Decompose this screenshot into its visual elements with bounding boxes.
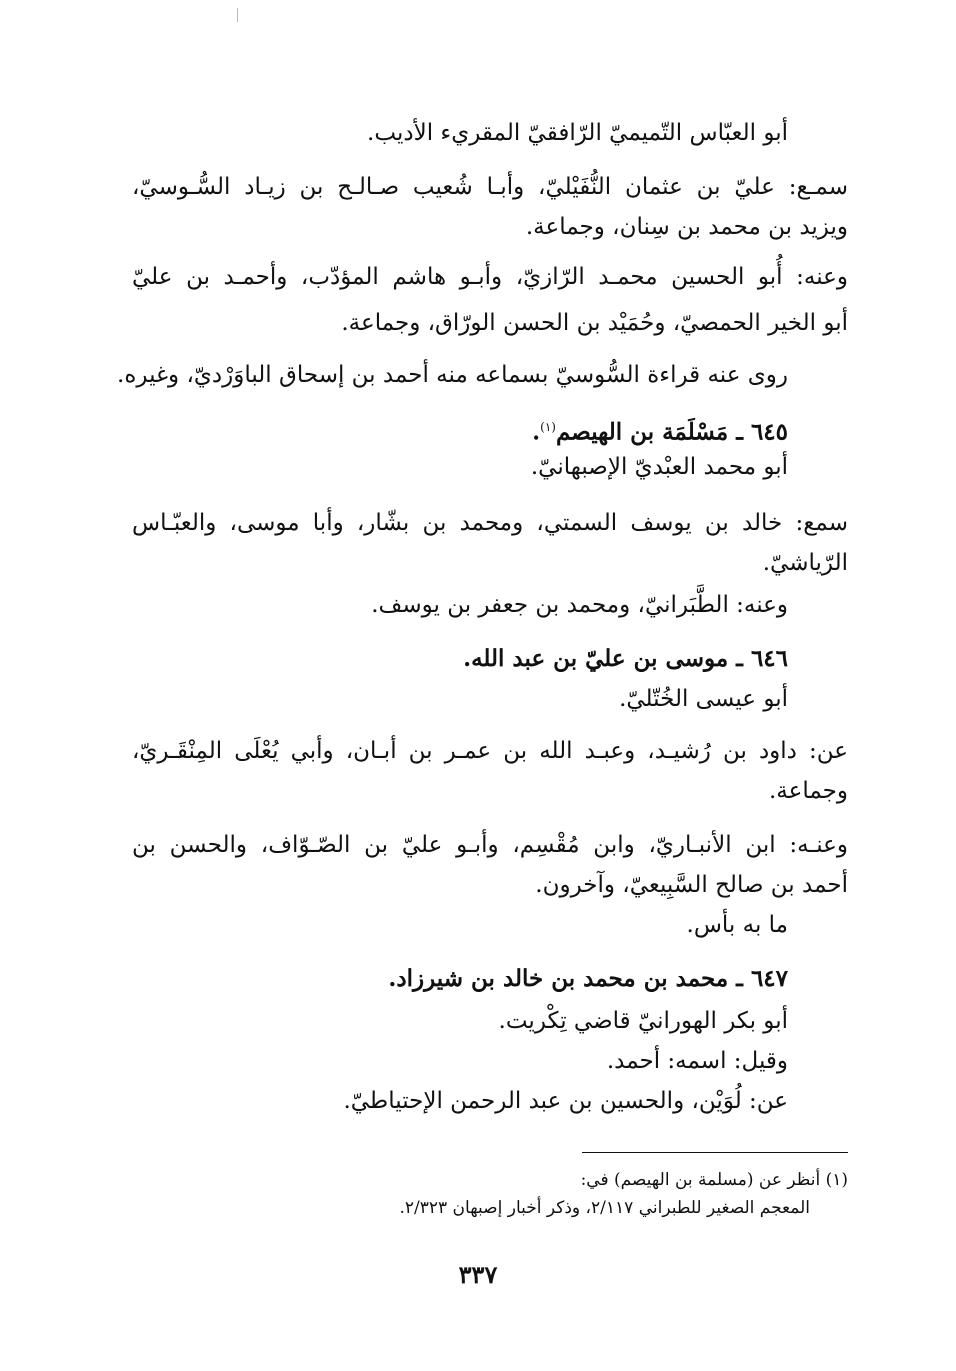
text-line: عن: داود بن رُشيـد، وعبـد الله بن عمـر بن أبـان، وأبي يُعْلَى المِنْقَـريّ، bbox=[132, 738, 848, 764]
text-line: عن: لُوَيْن، والحسين بن عبد الرحمن الإحتياطيّ. bbox=[343, 1088, 788, 1114]
entry-heading-646: ٦٤٦ ـ موسى بن عليّ بن عبد الله. bbox=[463, 645, 788, 672]
text-line: سمـع: عليّ بن عثمان النُّفَيْليّ، وأبـا شُعيب صـالـح بن زيـاد السُّـوسيّ، bbox=[132, 174, 848, 200]
text-line: أبو الخير الحمصيّ، وحُمَيْد بن الحسن الورّاق، وجماعة. bbox=[341, 310, 848, 336]
text-line: أبو عيسى الخُتّليّ. bbox=[619, 686, 788, 712]
text-line: وعنه: أُبو الحسين محمـد الرّازيّ، وأبـو هاشم المؤدّب، وأحمـد بن عليّ bbox=[132, 264, 848, 290]
text-line: أحمد بن صالح السَّبِيعيّ، وآخرون. bbox=[535, 872, 848, 898]
text-line: ويزيد بن محمد بن سِنان، وجماعة. bbox=[525, 214, 848, 240]
text-line: وجماعة. bbox=[769, 778, 848, 804]
text-line: وقيل: اسمه: أحمد. bbox=[606, 1048, 788, 1074]
text-line: روى عنه قراءة السُّوسيّ بسماعه منه أحمد بن إسحاق الباوَرْديّ، وغيره. bbox=[117, 362, 788, 388]
footnote-line: (١) أنظر عن (مسلمة بن الهيصم) في: bbox=[580, 1170, 848, 1190]
text-line: وعنـه: ابن الأنبـاريّ، وابن مُقْسِم، وأبـو عليّ بن الصّـوّاف، والحسن بن bbox=[132, 832, 848, 858]
text-line: سمع: خالد بن يوسف السمتي، ومحمد بن بشّار، وأبا موسى، والعبّـاس bbox=[132, 510, 848, 536]
text-line: أبو بكر الهورانيّ قاضي تِكْريت. bbox=[498, 1008, 788, 1034]
text-line: الرّياشيّ. bbox=[762, 550, 848, 576]
entry-heading-647: ٦٤٧ ـ محمد بن محمد بن خالد بن شيرزاد. bbox=[388, 965, 788, 992]
footnote-divider bbox=[582, 1152, 848, 1153]
text-line: ما به بأس. bbox=[686, 912, 788, 938]
page-number: ٣٣٧ bbox=[458, 1260, 498, 1289]
entry-heading-645: ٦٤٥ ـ مَسْلَمَة بن الهيصم$^{(١)}$. bbox=[532, 418, 788, 446]
text-line: أبو العبّاس التّميميّ الرّافقيّ المقريء الأديب. bbox=[367, 120, 788, 146]
footnote-line: المعجم الصغير للطبراني ٢/١١٧، وذكر أخبار إصبهان ٢/٣٢٣. bbox=[399, 1198, 810, 1218]
scan-mark bbox=[237, 8, 238, 22]
text-line: أبو محمد العبْديّ الإصبهانيّ. bbox=[530, 454, 788, 480]
text-line: وعنه: الطَّبَرانيّ، ومحمد بن جعفر بن يوسف. bbox=[371, 592, 788, 618]
footnote-ref: (١) bbox=[540, 420, 556, 434]
entry-title: ٦٤٥ ـ مَسْلَمَة بن الهيصم bbox=[555, 418, 788, 446]
